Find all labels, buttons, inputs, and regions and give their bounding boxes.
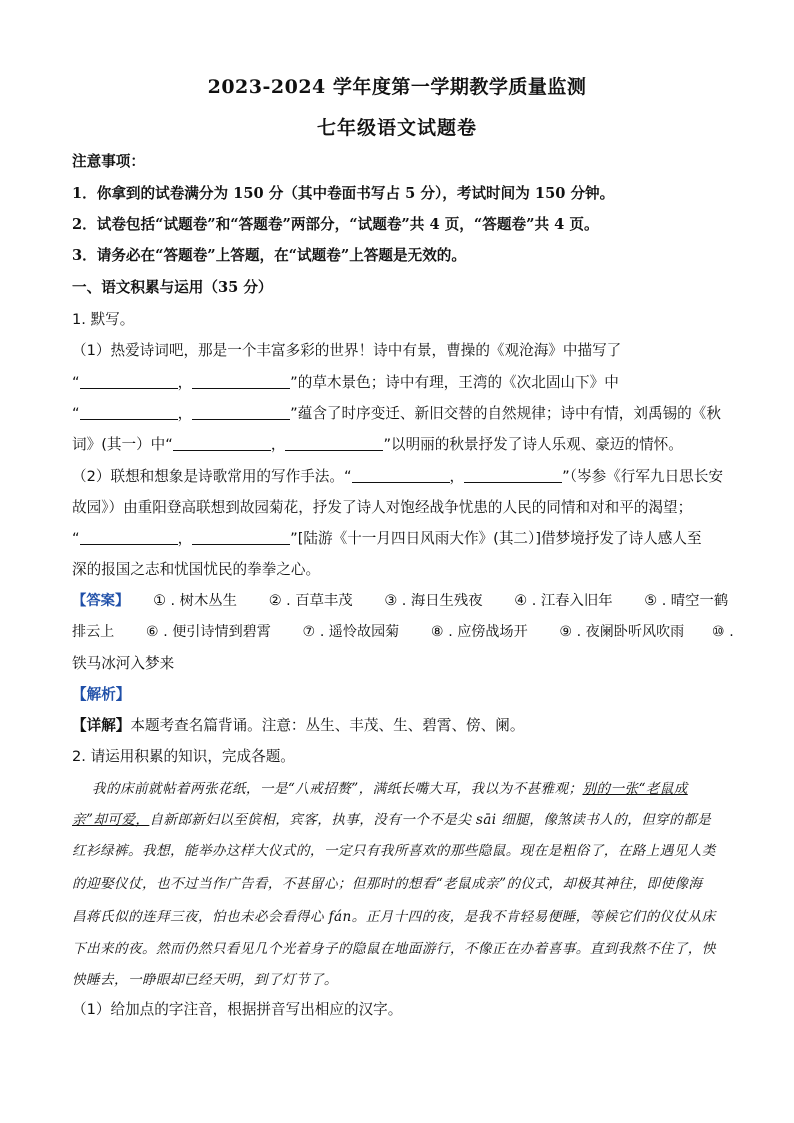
question-1-line-6: 故园》）由重阳登高联想到故园菊花，抒发了诗人对饱经战争忧患的人民的同情和对和平的渴望；: [72, 499, 693, 516]
answer-item: . 树木丛生: [170, 593, 237, 609]
notice-item-1: 1．你拿到的试卷满分为 150 分（其中卷面书写占 5 分），考试时间为 150 分钟。: [72, 185, 615, 202]
answer-blank[interactable]: [192, 405, 290, 420]
answer-item: . 遥怜故园菊: [319, 624, 400, 640]
answer-blank[interactable]: [80, 405, 178, 420]
answer-item: 排云上: [72, 624, 115, 640]
answer-label: 【答案】: [72, 593, 130, 609]
answer-item: .: [729, 624, 734, 640]
answer-item: . 夜阑卧听风吹雨: [576, 624, 685, 640]
question-1-label: 1. 默写。: [72, 311, 135, 328]
notice-heading: 注意事项：: [72, 153, 145, 170]
analysis-detail: 【详解】本题考查名篇背诵。注意：丛生、丰茂、生、碧霄、傍、阑。: [72, 717, 525, 734]
question-1-line-2: “ ， ”的草木景色；诗中有理，王湾的《次北固山下》中: [72, 374, 619, 391]
passage-line-1: 我的床前就帖着两张花纸，一是“八戒招赘”，满纸长嘴大耳，我以为不甚雅观；别的一张“老鼠成: [92, 781, 688, 797]
answer-row-2: 排云上 ⑥ . 便引诗情到碧霄 ⑦ . 遥怜故园菊 ⑧ . 应傍战场开 ⑨ . 夜阑卧听风吹雨 ⑩ .: [72, 624, 734, 640]
notice-item-3: 3．请务必在“答题卷”上答题，在“试题卷”上答题是无效的。: [72, 247, 466, 264]
answer-item: 铁马冰河入梦来: [72, 655, 175, 672]
question-2-sub-1: （1）给加点的字注音，根据拼音写出相应的汉字。: [72, 1001, 403, 1018]
answer-blank[interactable]: [464, 468, 562, 483]
passage-line-6: 下出来的夜。然而仍然只看见几个光着身子的隐鼠在地面游行，不像正在办着喜事。直到我熬不住了，怏: [72, 941, 716, 957]
answer-item: . 便引诗情到碧霄: [163, 624, 271, 640]
answer-blank[interactable]: [80, 530, 178, 545]
answer-blank[interactable]: [192, 374, 290, 389]
passage-line-3: 红衫绿裤。我想，能举办这样大仪式的，一定只有我所喜欢的那些隐鼠。现在是粗俗了，在路上遇见人类: [72, 843, 716, 859]
answer-blank[interactable]: [173, 436, 271, 451]
answer-row-1: 【答案】 ① . 树木丛生 ② . 百草丰茂 ③ . 海日生残夜 ④ . 江春入旧年 ⑤ . 晴空一鹤: [72, 593, 729, 609]
exam-subtitle: 七年级语文试题卷: [316, 117, 477, 139]
notice-item-2: 2．试卷包括“试题卷”和“答题卷”两部分，“试题卷”共 4 页，“答题卷”共 4 页。: [72, 216, 599, 233]
answer-item: . 应傍战场开: [448, 624, 528, 640]
answer-row-3: [72, 652, 174, 673]
passage-line-2: 亲”却可爱，自新郎新妇以至傧相，宾客，执事，没有一个不是尖 sāi 细腿，像煞读书人的，但穿的都是: [72, 812, 712, 828]
answer-blank[interactable]: [192, 530, 290, 545]
section-heading: 一、语文积累与运用（35 分）: [72, 279, 273, 296]
question-1-line-7: “ ， ”[陆游《十一月四日风雨大作》(其二）]借梦境抒发了诗人感人至: [72, 530, 702, 547]
passage-line-5: 昌蒋氏似的连拜三夜，怕也未必会看得心 fán。正月十四的夜，是我不肯轻易便睡，等候它们的仪仗从床: [72, 909, 716, 925]
question-1-line-1: （1）热爱诗词吧，那是一个丰富多彩的世界！诗中有景，曹操的《观沧海》中描写了: [72, 342, 622, 359]
answer-item: . 晴空一鹤: [661, 593, 729, 609]
answer-item: . 海日生残夜: [401, 593, 483, 609]
answer-blank[interactable]: [285, 436, 383, 451]
question-1-line-8: 深的报国之志和忧国忧民的拳拳之心。: [72, 561, 321, 578]
passage-line-7: 怏睡去，一睁眼却已经天明，到了灯节了。: [72, 972, 338, 988]
question-1-line-4: 词》(其一）中“ ， ”以明丽的秋景抒发了诗人乐观、豪迈的情怀。: [72, 436, 683, 453]
answer-blank[interactable]: [352, 468, 450, 483]
question-1-line-3: “ ， ”蕴含了时序变迁、新旧交替的自然规律；诗中有情，刘禹锡的《秋: [72, 405, 721, 422]
question-1-line-5: （2）联想和想象是诗歌常用的写作手法。“ ， ”（岑参《行军九日思长安: [72, 468, 723, 485]
exam-title: 2023-2024 学年度第一学期教学质量监测: [207, 76, 587, 98]
question-2-label: 2. 请运用积累的知识，完成各题。: [72, 748, 295, 765]
answer-item: . 百草丰茂: [286, 593, 353, 609]
analysis-label: 【解析】: [72, 686, 131, 703]
answer-item: . 江春入旧年: [531, 593, 613, 609]
answer-blank[interactable]: [80, 374, 178, 389]
passage-line-4: 的迎娶仪仗，也不过当作广告看，不甚留心；但那时的想看“老鼠成亲”的仪式，却极其神往，即使像海: [72, 876, 703, 892]
